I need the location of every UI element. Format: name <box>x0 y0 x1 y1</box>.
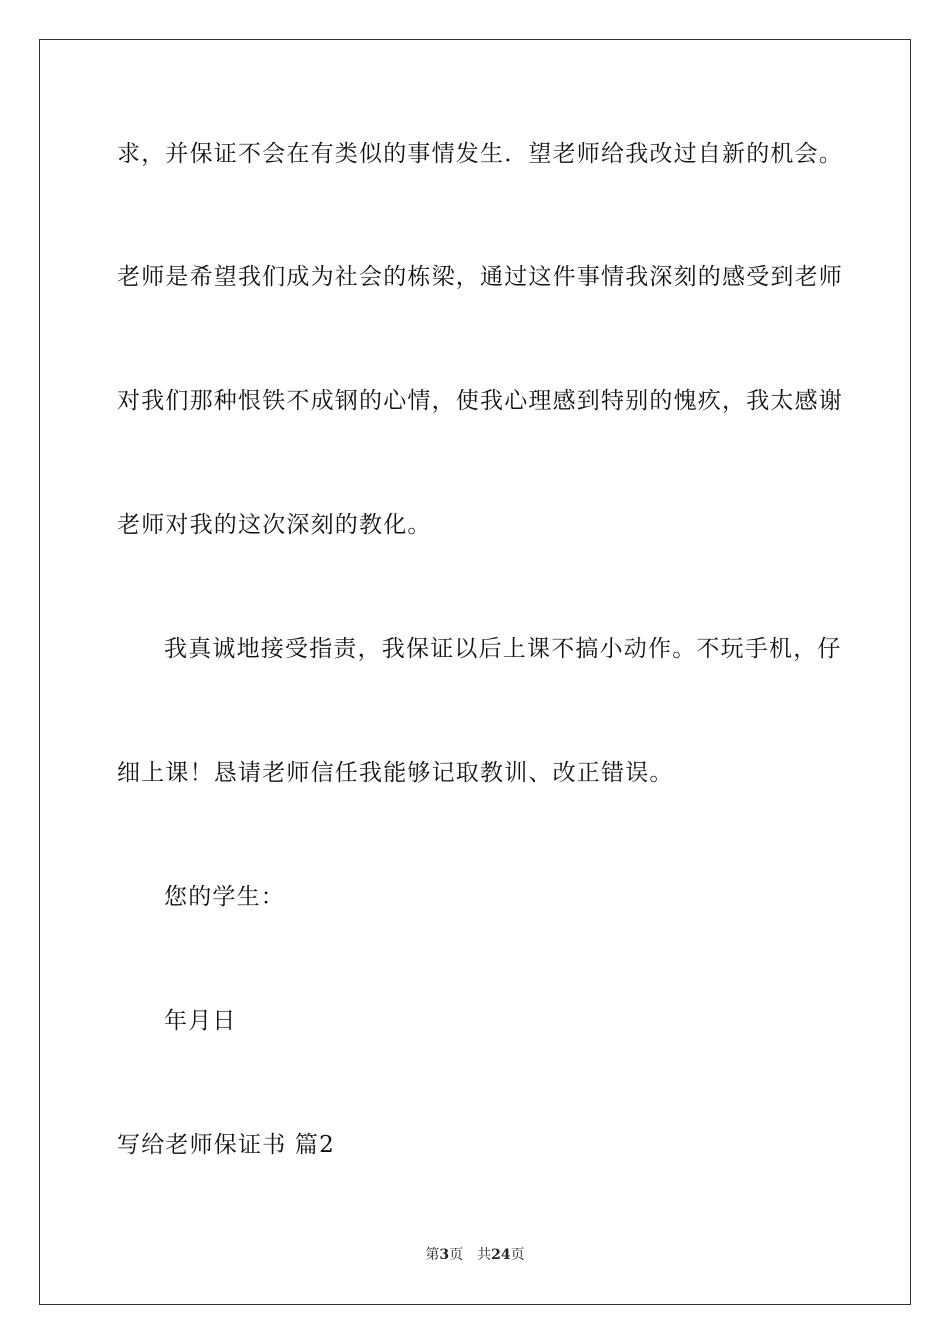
paragraph-line-2: 老师是希望我们成为社会的栋梁，通过这件事情我深刻的感受到老师 <box>117 264 843 290</box>
footer-page-suffix: 页 <box>449 1247 464 1263</box>
paragraph-line-4: 老师对我的这次深刻的教化。 <box>117 512 432 538</box>
footer-page-number: 3 <box>439 1247 450 1263</box>
footer-page-prefix: 第 <box>425 1247 440 1263</box>
page-footer <box>0 1246 950 1264</box>
date-label: 年月日 <box>164 1008 237 1034</box>
paragraph-line-3: 对我们那种恨铁不成钢的心情，使我心理感到特别的愧疚，我太感谢 <box>117 388 843 414</box>
page-border <box>39 39 911 1305</box>
section-heading: 写给老师保证书 篇2 <box>117 1132 335 1158</box>
signature-label: 您的学生： <box>164 884 285 910</box>
paragraph-line-1: 求，并保证不会在有类似的事情发生．望老师给我改过自新的机会。 <box>117 141 843 167</box>
paragraph-line-6: 细上课！恳请老师信任我能够记取教训、改正错误。 <box>117 760 674 786</box>
footer-total-pages: 24 <box>491 1247 511 1263</box>
paragraph-line-5: 我真诚地接受指责，我保证以后上课不搞小动作。不玩手机，仔 <box>164 636 842 662</box>
footer-total-prefix: 共 <box>477 1247 492 1263</box>
footer-total-suffix: 页 <box>510 1247 525 1263</box>
